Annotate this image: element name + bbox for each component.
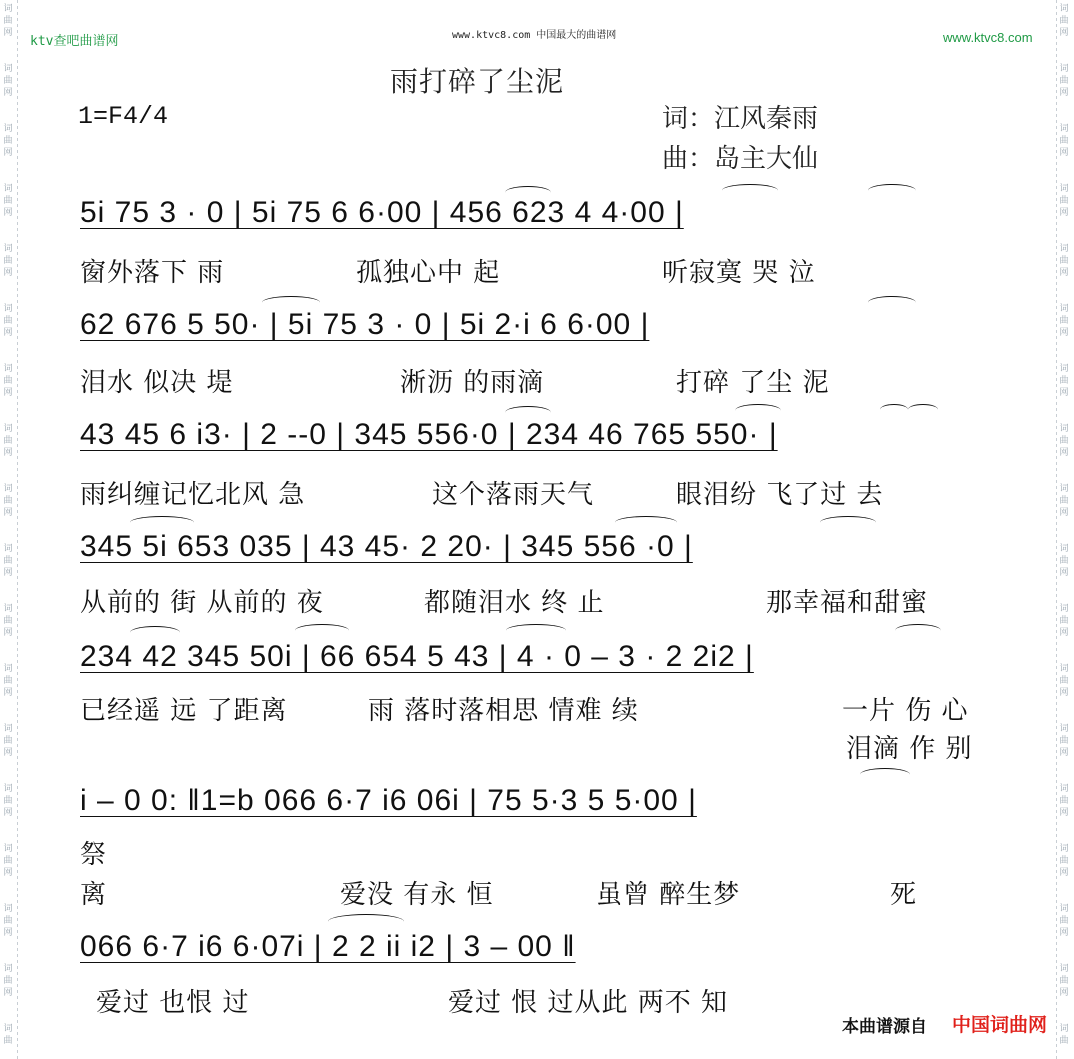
score-line-6-lyric-a: 离 bbox=[80, 880, 108, 910]
watermark-glyph: 曲 bbox=[1059, 616, 1069, 626]
score-line-7-lyric-a: 爱过 也恨 过 bbox=[96, 988, 250, 1018]
watermark-glyph: 网 bbox=[3, 88, 13, 98]
watermark-glyph: 曲 bbox=[3, 376, 13, 386]
slur-mark bbox=[820, 516, 876, 529]
key-signature: 1=F4/4 bbox=[78, 102, 169, 131]
watermark-glyph: 词 bbox=[3, 304, 13, 314]
source-brand-link[interactable]: 中国词曲网 bbox=[952, 1014, 1048, 1036]
watermark-glyph: 曲 bbox=[3, 436, 13, 446]
watermark-glyph: 网 bbox=[1059, 928, 1069, 938]
watermark-glyph: 网 bbox=[3, 388, 13, 398]
watermark-glyph: 词 bbox=[3, 64, 13, 74]
watermark-glyph: 曲 bbox=[1059, 1036, 1069, 1046]
watermark-glyph: 词 bbox=[1059, 604, 1069, 614]
watermark-glyph: 词 bbox=[3, 424, 13, 434]
watermark-glyph: 网 bbox=[3, 328, 13, 338]
watermark-glyph: 网 bbox=[1059, 328, 1069, 338]
watermark-glyph: 网 bbox=[1059, 28, 1069, 38]
watermark-glyph: 词 bbox=[1059, 64, 1069, 74]
watermark-glyph: 词 bbox=[3, 724, 13, 734]
composer-credit: 曲：岛主大仙 bbox=[662, 144, 819, 174]
watermark-glyph: 词 bbox=[1059, 244, 1069, 254]
score-line-4-lyric-b: 都随泪水 终 止 bbox=[424, 588, 605, 618]
watermark-glyph: 曲 bbox=[1059, 916, 1069, 926]
watermark-glyph: 网 bbox=[3, 928, 13, 938]
watermark-glyph: 词 bbox=[1059, 544, 1069, 554]
watermark-glyph: 曲 bbox=[1059, 556, 1069, 566]
score-line-3-lyric-b: 这个落雨天气 bbox=[432, 480, 595, 510]
watermark-glyph: 网 bbox=[1059, 868, 1069, 878]
watermark-glyph: 曲 bbox=[1059, 676, 1069, 686]
slur-mark bbox=[868, 184, 916, 197]
watermark-glyph: 词 bbox=[1059, 124, 1069, 134]
watermark-glyph: 曲 bbox=[3, 136, 13, 146]
watermark-glyph: 网 bbox=[3, 628, 13, 638]
watermark-glyph: 网 bbox=[3, 148, 13, 158]
watermark-glyph: 网 bbox=[1059, 448, 1069, 458]
score-line-2-lyric-c: 打碎 了尘 泥 bbox=[676, 368, 830, 398]
slur-mark bbox=[895, 624, 941, 637]
score-line-1-notes: 5i 75 3 · 0 | 5i 75 6 6·00 | 456 623 4 4·00 | bbox=[80, 196, 684, 229]
slur-mark bbox=[860, 768, 910, 781]
watermark-glyph: 词 bbox=[1059, 1024, 1069, 1034]
slur-mark bbox=[262, 296, 320, 309]
watermark-glyph: 网 bbox=[3, 748, 13, 758]
watermark-glyph: 网 bbox=[1059, 208, 1069, 218]
watermark-glyph: 曲 bbox=[1059, 196, 1069, 206]
score-line-5-lyric-alt: 泪滴 作 别 bbox=[846, 734, 973, 764]
score-line-5-notes: 234 42 345 50i | 66 654 5 43 | 4 · 0 – 3 · 2 2i2 | bbox=[80, 640, 754, 673]
slur-mark bbox=[328, 914, 404, 929]
score-line-5-lyric-a: 已经遥 远 了距离 bbox=[80, 696, 288, 726]
watermark-glyph: 词 bbox=[1059, 964, 1069, 974]
watermark-glyph: 词 bbox=[3, 844, 13, 854]
watermark-glyph: 曲 bbox=[3, 496, 13, 506]
watermark-glyph: 网 bbox=[1059, 88, 1069, 98]
watermark-glyph: 网 bbox=[1059, 508, 1069, 518]
watermark-glyph: 曲 bbox=[3, 856, 13, 866]
watermark-glyph: 曲 bbox=[3, 1036, 13, 1046]
watermark-glyph: 曲 bbox=[3, 976, 13, 986]
slur-mark bbox=[880, 404, 908, 415]
watermark-glyph: 曲 bbox=[1059, 976, 1069, 986]
score-line-1-lyric-c: 听寂寞 哭 泣 bbox=[662, 258, 816, 288]
watermark-glyph: 网 bbox=[3, 28, 13, 38]
watermark-glyph: 网 bbox=[3, 568, 13, 578]
slur-mark bbox=[722, 184, 778, 197]
watermark-glyph: 词 bbox=[3, 184, 13, 194]
watermark-glyph: 词 bbox=[3, 544, 13, 554]
watermark-glyph: 网 bbox=[1059, 148, 1069, 158]
watermark-glyph: 曲 bbox=[3, 916, 13, 926]
watermark-glyph: 词 bbox=[1059, 784, 1069, 794]
slur-mark bbox=[868, 296, 916, 309]
site-name-left[interactable]: ktv查吧曲谱网 bbox=[30, 34, 119, 49]
score-line-6-lyric-b: 爱没 有永 恒 bbox=[340, 880, 494, 910]
watermark-glyph: 词 bbox=[1059, 844, 1069, 854]
watermark-glyph: 曲 bbox=[1059, 256, 1069, 266]
score-line-5-lyric-b: 雨 落时落相思 情难 续 bbox=[368, 696, 639, 726]
score-line-1-lyric-b: 孤独心中 起 bbox=[356, 258, 501, 288]
score-line-2-lyric-b: 淅沥 的雨滴 bbox=[400, 368, 545, 398]
watermark-glyph: 网 bbox=[1059, 808, 1069, 818]
watermark-glyph: 网 bbox=[1059, 268, 1069, 278]
right-dashed-edge bbox=[1056, 0, 1057, 1059]
slur-mark bbox=[130, 516, 194, 529]
score-line-6-lyric-alt: 祭 bbox=[80, 840, 108, 870]
watermark-glyph: 网 bbox=[3, 688, 13, 698]
score-line-3-notes: 43 45 6 i3· | 2 --0 | 345 556·0 | 234 46 765 550· | bbox=[80, 418, 778, 451]
watermark-glyph: 网 bbox=[1059, 688, 1069, 698]
watermark-glyph: 曲 bbox=[3, 316, 13, 326]
watermark-glyph: 网 bbox=[3, 868, 13, 878]
watermark-glyph: 词 bbox=[1059, 664, 1069, 674]
watermark-glyph: 词 bbox=[3, 784, 13, 794]
watermark-glyph: 词 bbox=[3, 484, 13, 494]
watermark-glyph: 曲 bbox=[1059, 856, 1069, 866]
watermark-glyph: 曲 bbox=[1059, 736, 1069, 746]
slur-mark bbox=[130, 626, 180, 639]
watermark-glyph: 曲 bbox=[3, 196, 13, 206]
score-line-6-lyric-c: 虽曾 醉生梦 bbox=[596, 880, 741, 910]
watermark-glyph: 曲 bbox=[1059, 76, 1069, 86]
watermark-glyph: 词 bbox=[3, 4, 13, 14]
watermark-glyph: 词 bbox=[3, 1024, 13, 1034]
watermark-glyph: 词 bbox=[1059, 304, 1069, 314]
watermark-glyph: 网 bbox=[1059, 628, 1069, 638]
score-line-2-notes: 62 676 5 50· | 5i 75 3 · 0 | 5i 2·i 6 6·00 | bbox=[80, 308, 650, 341]
watermark-glyph: 词 bbox=[3, 964, 13, 974]
watermark-glyph: 曲 bbox=[3, 256, 13, 266]
watermark-glyph: 词 bbox=[1059, 724, 1069, 734]
source-label: 本曲谱源自 bbox=[842, 1017, 927, 1037]
score-line-4-lyric-a: 从前的 街 从前的 夜 bbox=[80, 588, 324, 618]
watermark-glyph: 曲 bbox=[3, 796, 13, 806]
watermark-glyph: 曲 bbox=[1059, 316, 1069, 326]
score-line-1-lyric-a: 窗外落下 雨 bbox=[80, 258, 225, 288]
watermark-glyph: 网 bbox=[3, 208, 13, 218]
watermark-glyph: 网 bbox=[3, 448, 13, 458]
right-watermark-strip bbox=[1056, 0, 1074, 1059]
watermark-glyph: 曲 bbox=[3, 676, 13, 686]
watermark-glyph: 网 bbox=[1059, 388, 1069, 398]
watermark-glyph: 词 bbox=[1059, 484, 1069, 494]
watermark-glyph: 曲 bbox=[1059, 376, 1069, 386]
watermark-glyph: 词 bbox=[1059, 184, 1069, 194]
score-line-3-lyric-c: 眼泪纷 飞了过 去 bbox=[676, 480, 884, 510]
watermark-glyph: 曲 bbox=[1059, 496, 1069, 506]
score-line-7-lyric-b: 爱过 恨 过从此 两不 知 bbox=[448, 988, 729, 1018]
slur-mark bbox=[506, 624, 566, 637]
score-line-4-lyric-c: 那幸福和甜蜜 bbox=[766, 588, 929, 618]
slur-mark bbox=[505, 406, 551, 419]
watermark-glyph: 网 bbox=[1059, 568, 1069, 578]
slur-mark bbox=[735, 404, 781, 417]
slur-mark bbox=[615, 516, 677, 529]
watermark-glyph: 曲 bbox=[1059, 136, 1069, 146]
score-line-3-lyric-a: 雨纠缠记忆北风 急 bbox=[80, 480, 306, 510]
watermark-glyph: 词 bbox=[3, 604, 13, 614]
watermark-glyph: 曲 bbox=[1059, 436, 1069, 446]
score-line-7-notes: 066 6·7 i6 6·07i | 2 2 ii i2 | 3 – 00 ‖ bbox=[80, 930, 576, 963]
site-url-right[interactable]: www.ktvc8.com bbox=[943, 30, 1033, 45]
watermark-glyph: 网 bbox=[1059, 988, 1069, 998]
left-dashed-edge bbox=[17, 0, 18, 1059]
watermark-glyph: 曲 bbox=[3, 556, 13, 566]
watermark-glyph: 网 bbox=[1059, 748, 1069, 758]
lyricist-credit: 词：江风秦雨 bbox=[662, 104, 819, 134]
score-line-6-notes: i – 0 0: ‖1=b 066 6·7 i6 06i | 75 5·3 5 5·00 | bbox=[80, 784, 697, 817]
score-line-2-lyric-a: 泪水 似决 堤 bbox=[80, 368, 234, 398]
watermark-glyph: 网 bbox=[3, 988, 13, 998]
watermark-glyph: 曲 bbox=[3, 616, 13, 626]
score-line-5-lyric-c: 一片 伤 心 bbox=[842, 696, 969, 726]
watermark-glyph: 词 bbox=[3, 664, 13, 674]
watermark-glyph: 词 bbox=[1059, 904, 1069, 914]
left-watermark-strip bbox=[0, 0, 18, 1059]
slur-mark bbox=[295, 624, 349, 637]
watermark-glyph: 曲 bbox=[3, 736, 13, 746]
slur-mark bbox=[908, 404, 938, 415]
watermark-glyph: 词 bbox=[3, 124, 13, 134]
watermark-glyph: 词 bbox=[1059, 424, 1069, 434]
watermark-glyph: 曲 bbox=[3, 76, 13, 86]
watermark-glyph: 曲 bbox=[3, 16, 13, 26]
song-title: 雨打碎了尘泥 bbox=[390, 65, 565, 98]
watermark-glyph: 词 bbox=[1059, 4, 1069, 14]
watermark-glyph: 曲 bbox=[1059, 796, 1069, 806]
watermark-glyph: 词 bbox=[3, 364, 13, 374]
slur-mark bbox=[505, 186, 551, 199]
score-line-6-lyric-d: 死 bbox=[890, 880, 918, 910]
watermark-glyph: 词 bbox=[1059, 364, 1069, 374]
watermark-glyph: 曲 bbox=[1059, 16, 1069, 26]
watermark-glyph: 网 bbox=[3, 808, 13, 818]
site-slogan[interactable]: www.ktvc8.com 中国最大的曲谱网 bbox=[452, 30, 617, 41]
watermark-glyph: 网 bbox=[3, 268, 13, 278]
watermark-glyph: 网 bbox=[3, 508, 13, 518]
score-line-4-notes: 345 5i 653 035 | 43 45· 2 20· | 345 556 ·0 | bbox=[80, 530, 693, 563]
watermark-glyph: 词 bbox=[3, 244, 13, 254]
watermark-glyph: 词 bbox=[3, 904, 13, 914]
